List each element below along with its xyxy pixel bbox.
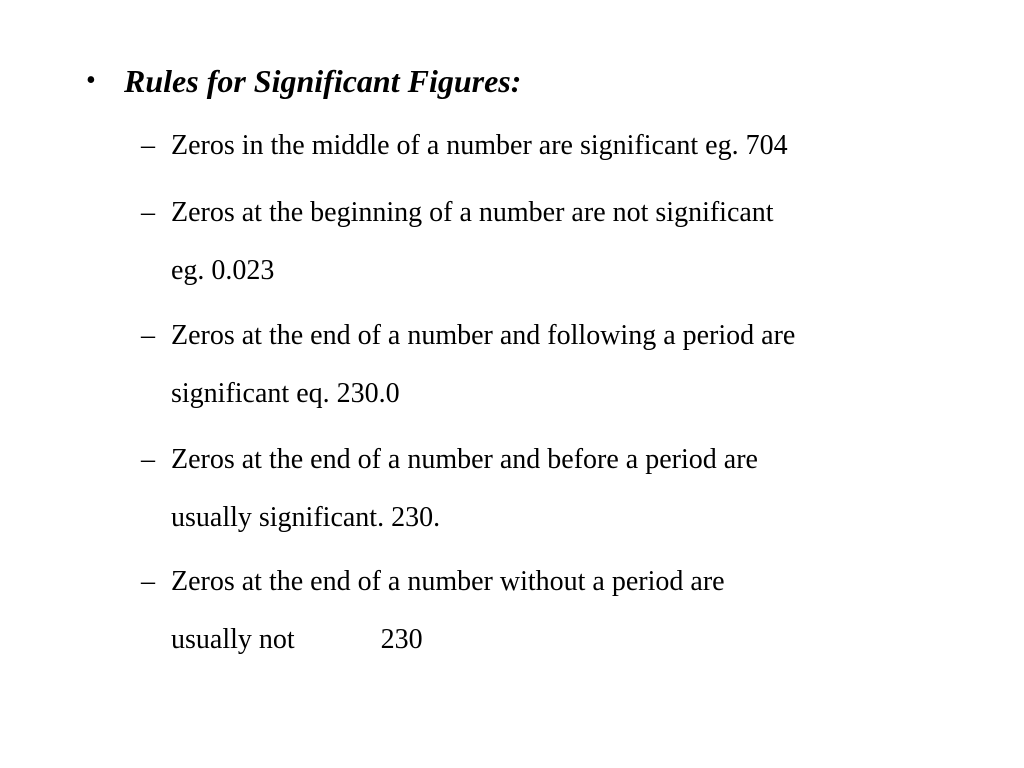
slide-heading: Rules for Significant Figures: bbox=[124, 63, 522, 99]
dash-icon: – bbox=[141, 197, 155, 228]
dash-icon: – bbox=[141, 566, 155, 597]
rule-text bbox=[171, 117, 788, 175]
bullet-icon: • bbox=[86, 65, 96, 96]
rule-text bbox=[171, 431, 758, 547]
rule-line: usually significant. 230. bbox=[171, 502, 441, 533]
rule-text bbox=[171, 307, 795, 423]
rule-line bbox=[171, 611, 725, 669]
dash-icon: – bbox=[141, 130, 155, 161]
rule-item-trailing-zeros-before-period bbox=[141, 431, 941, 547]
rule-line: Zeros in the middle of a number are significant eg. 704 bbox=[171, 130, 788, 161]
rule-item-middle-zeros bbox=[141, 117, 941, 175]
dash-icon: – bbox=[141, 444, 155, 475]
rule-line: eg. 0.023 bbox=[171, 255, 275, 286]
rule-item-leading-zeros bbox=[141, 184, 941, 300]
dash-icon: – bbox=[141, 320, 155, 351]
rule-line: Zeros at the end of a number and following a period are bbox=[171, 320, 796, 351]
rule-line: Zeros at the end of a number and before a period are bbox=[171, 444, 758, 475]
rule-item-trailing-zeros-after-period bbox=[141, 307, 941, 423]
rule-text bbox=[171, 184, 774, 300]
rule-text bbox=[171, 553, 725, 669]
rule-line: significant eq. 230.0 bbox=[171, 378, 400, 409]
rule-item-trailing-zeros-no-period bbox=[141, 553, 941, 669]
rule-line: Zeros at the end of a number without a period are bbox=[171, 566, 725, 597]
rule-line-example: 230 bbox=[380, 624, 423, 655]
heading-row bbox=[86, 56, 521, 106]
rule-line-label: usually not bbox=[171, 624, 295, 655]
rule-line: Zeros at the beginning of a number are not significant bbox=[171, 197, 774, 228]
